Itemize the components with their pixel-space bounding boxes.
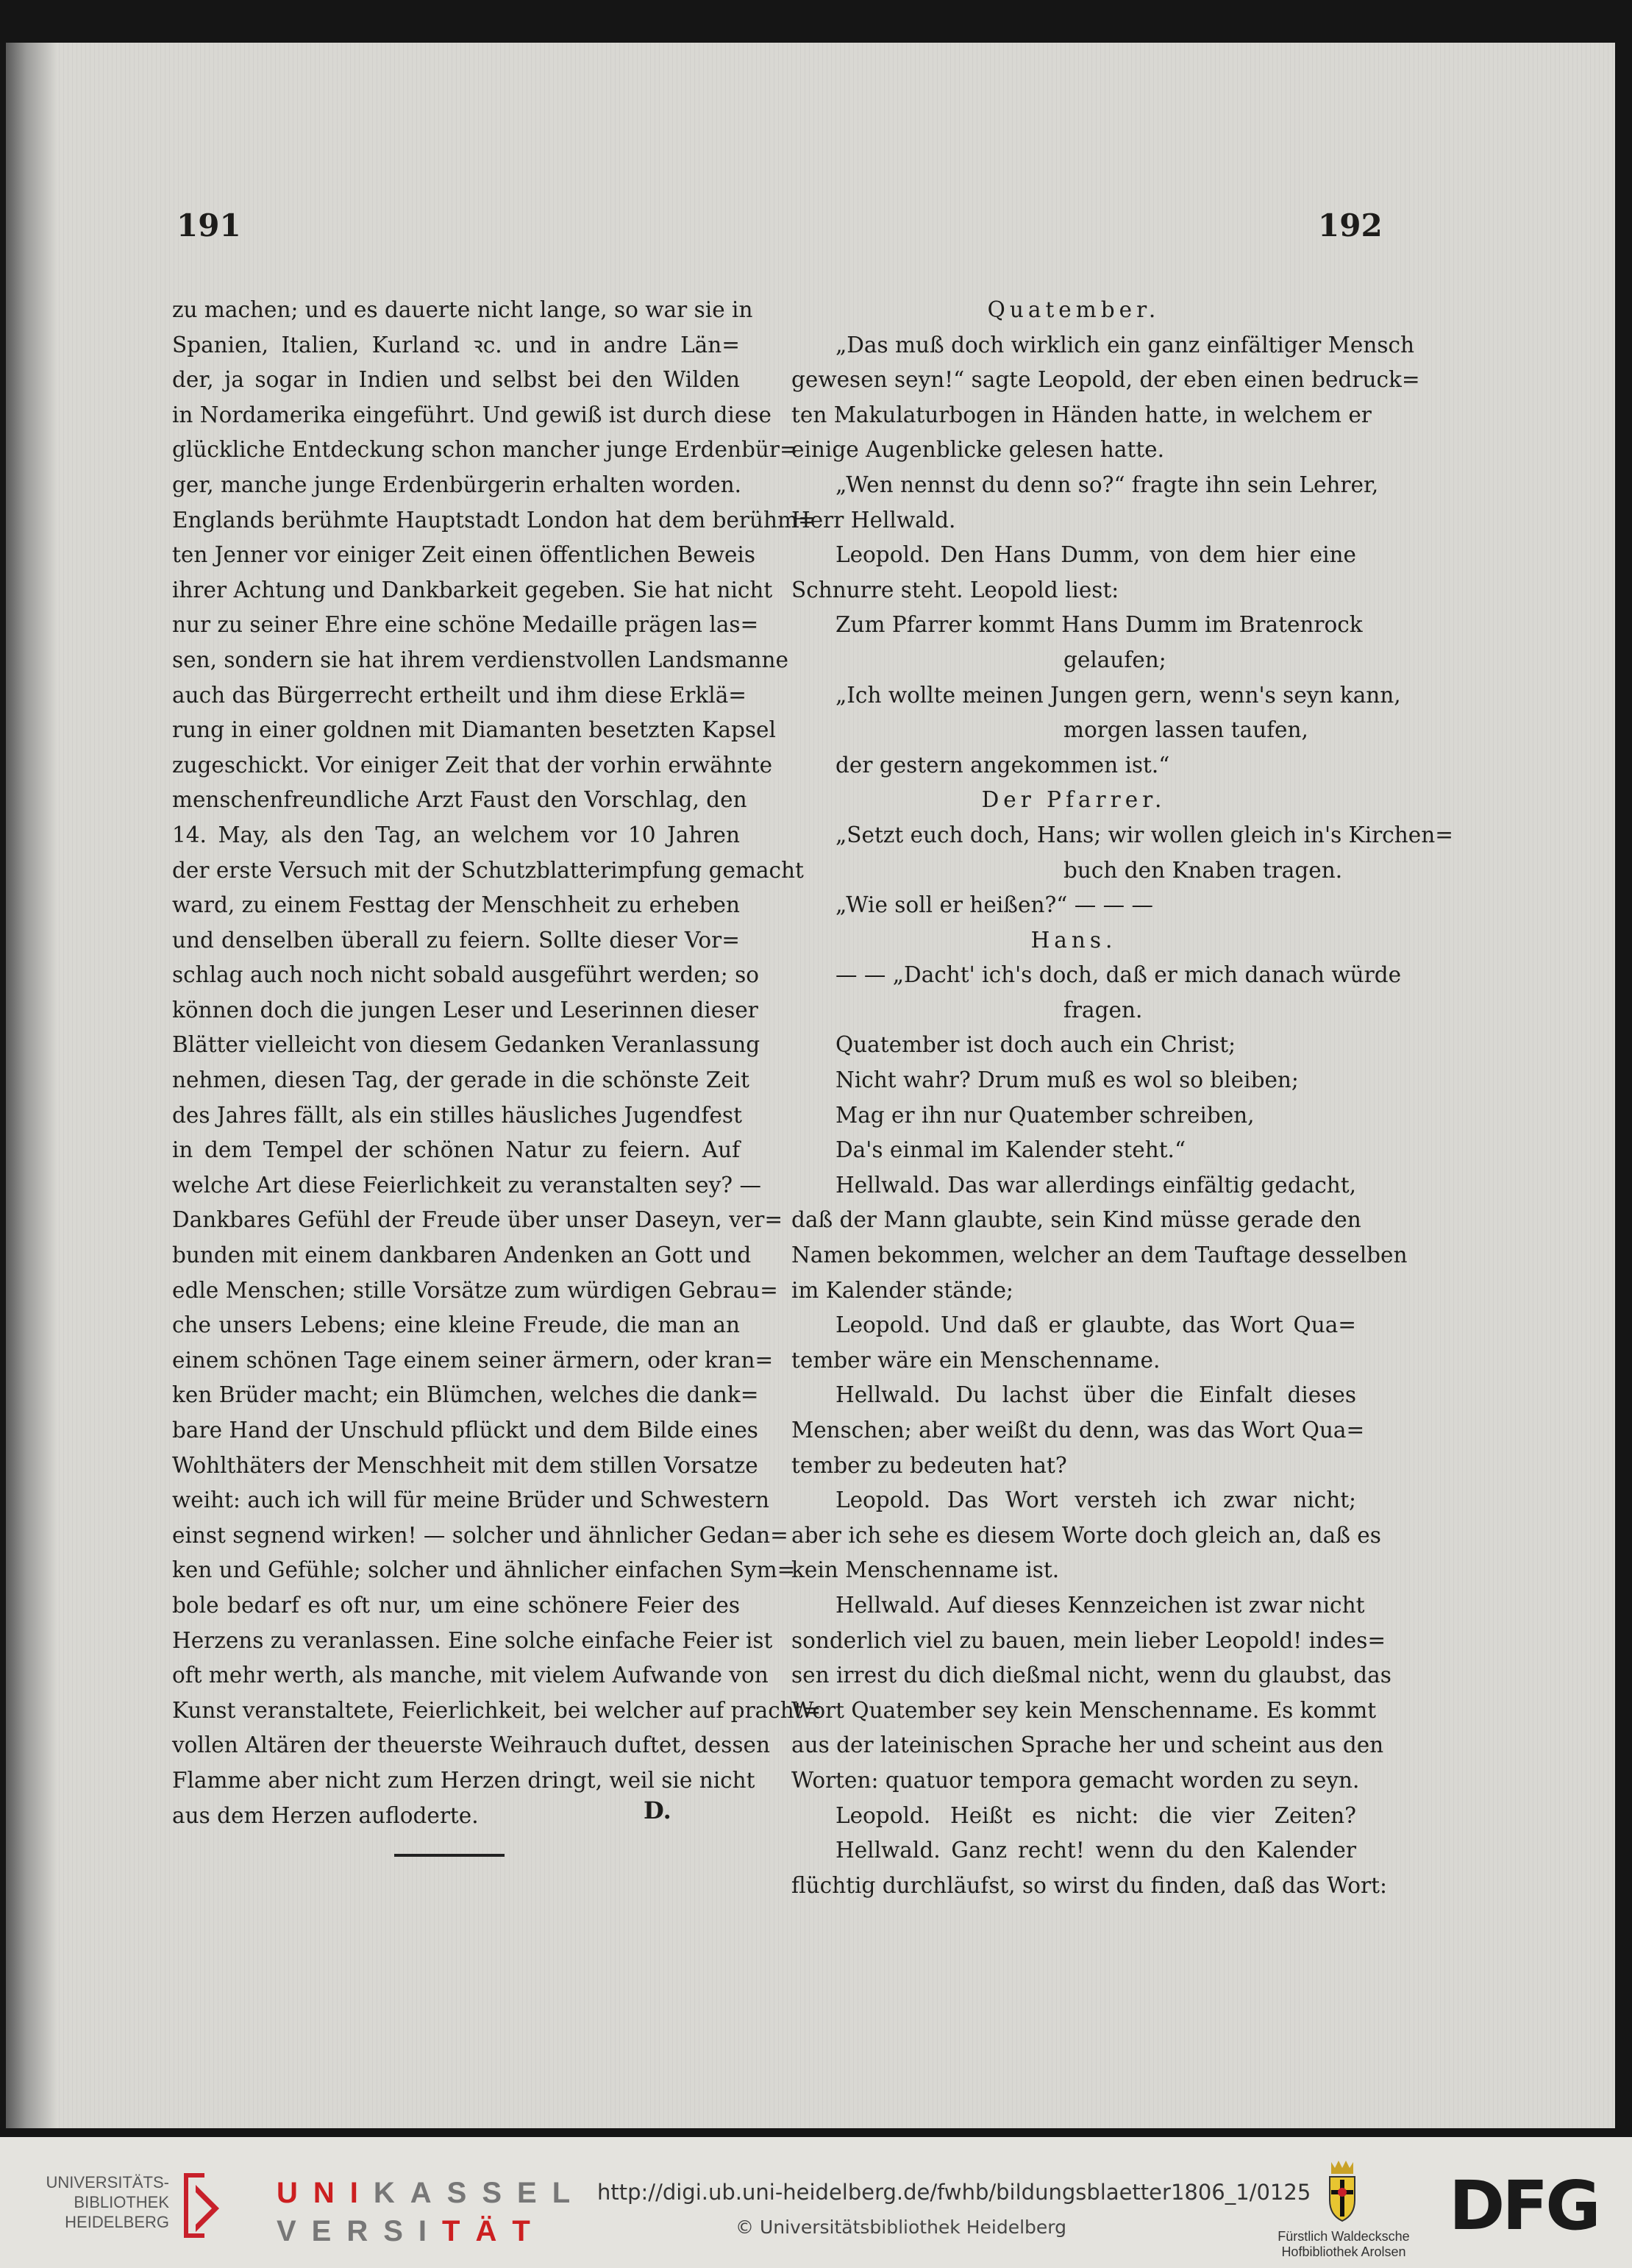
- text-line: Mag er ihn nur Quatember schreiben,: [835, 1102, 1255, 1128]
- waldeck-line: Hofbibliothek Arolsen: [1281, 2244, 1406, 2259]
- text-line: bole bedarf es oft nur, um eine schönere Feier des: [172, 1592, 740, 1618]
- text-line: können doch die jungen Leser und Leserinnen dieser: [172, 997, 758, 1023]
- text-line: schlag auch noch nicht sobald ausgeführt werden; so: [172, 962, 760, 988]
- text-line: in Nordamerika eingeführt. Und gewiß ist durch diese: [172, 402, 772, 427]
- text-line: „Ich wollte meinen Jungen gern, wenn's seyn kann,: [835, 682, 1401, 708]
- text-line: zu machen; und es dauerte nicht lange, so war sie in: [172, 297, 753, 322]
- text-line: einige Augenblicke gelesen hatte.: [791, 437, 1165, 463]
- page-number-right: 192: [1318, 207, 1383, 243]
- uk-logo-part: UNI: [277, 2177, 374, 2209]
- text-line: „Wen nennst du denn so?“ fragte ihn sein Lehrer,: [835, 472, 1379, 497]
- text-line: oft mehr werth, als manche, mit vielem Aufwande von: [172, 1663, 769, 1688]
- text-line: weiht: auch ich will für meine Brüder und Schwestern: [172, 1487, 770, 1513]
- text-line: buch den Knaben tragen.: [1063, 857, 1343, 883]
- text-line: einst segnend wirken! — solcher und ähnlicher Gedan=: [172, 1522, 788, 1548]
- text-line: daß der Mann glaubte, sein Kind müsse gerade den: [791, 1207, 1361, 1233]
- waldeck-library-label: [1255, 2229, 1432, 2260]
- text-line: 14. May, als den Tag, an welchem vor 10 Jahren: [172, 822, 740, 847]
- text-line: fragen.: [1063, 997, 1143, 1023]
- dfg-logo[interactable]: DFG: [1449, 2166, 1598, 2245]
- text-line: nehmen, diesen Tag, der gerade in die schönste Zeit: [172, 1067, 750, 1093]
- page-number-left: 191: [177, 207, 241, 243]
- text-line: Hans.: [1030, 927, 1117, 953]
- text-line: Schnurre steht. Leopold liest:: [791, 577, 1119, 602]
- text-line: auch das Bürgerrecht ertheilt und ihm diese Erklä=: [172, 682, 747, 708]
- text-line: der erste Versuch mit der Schutzblatterimpfung gemacht: [172, 857, 804, 883]
- text-line: Quatember ist doch auch ein Christ;: [835, 1032, 1236, 1058]
- text-line: kein Menschenname ist.: [791, 1557, 1060, 1583]
- text-line: flüchtig durchläufst, so wirst du finden, daß das Wort:: [791, 1872, 1387, 1898]
- text-line: Da's einmal im Kalender steht.“: [835, 1137, 1186, 1163]
- text-line: Dankbares Gefühl der Freude über unser Daseyn, ver=: [172, 1207, 783, 1233]
- text-line: Herzens zu veranlassen. Eine solche einfache Feier ist: [172, 1627, 773, 1653]
- text-line: glückliche Entdeckung schon mancher junge Erdenbür=: [172, 437, 798, 463]
- text-line: Leopold. Und daß er glaubte, das Wort Qua=: [835, 1312, 1356, 1338]
- ub-logo-line: BIBLIOTHEK: [74, 2193, 169, 2211]
- text-line: ten Jenner vor einiger Zeit einen öffentlichen Beweis: [172, 542, 755, 568]
- text-line: ken Brüder macht; ein Blümchen, welches die dank=: [172, 1382, 759, 1408]
- text-line: welche Art diese Feierlichkeit zu veranstalten sey? —: [172, 1172, 761, 1198]
- text-line: ken und Gefühle; solcher und ähnlicher einfachen Sym=: [172, 1557, 796, 1583]
- text-line: „Setzt euch doch, Hans; wir wollen gleich in's Kirchen=: [835, 822, 1453, 847]
- text-line: nur zu seiner Ehre eine schöne Medaille prägen las=: [172, 612, 759, 638]
- text-line: sen, sondern sie hat ihrem verdienstvollen Landsmanne: [172, 647, 788, 672]
- text-line: Herr Hellwald.: [791, 507, 956, 533]
- text-line: „Das muß doch wirklich ein ganz einfältiger Mensch: [835, 332, 1414, 358]
- left-text-column: [172, 293, 822, 1833]
- text-line: tember wäre ein Menschenname.: [791, 1347, 1161, 1373]
- text-line: sen irrest du dich dießmal nicht, wenn du glaubst, das: [791, 1663, 1392, 1688]
- text-line: des Jahres fällt, als ein stilles häusliches Jugendfest: [172, 1102, 742, 1128]
- text-line: einem schönen Tage einem seiner ärmern, oder kran=: [172, 1347, 774, 1373]
- text-line: gewesen seyn!“ sagte Leopold, der eben einen bedruck=: [791, 367, 1420, 393]
- text-line: Namen bekommen, welcher an dem Tauftage desselben: [791, 1243, 1408, 1268]
- text-line: Zum Pfarrer kommt Hans Dumm im Bratenrock: [835, 612, 1363, 638]
- text-line: vollen Altären der theuerste Weihrauch duftet, dessen: [172, 1732, 770, 1758]
- permalink-url[interactable]: http://digi.ub.uni-heidelberg.de/fwhb/bildungsblaetter1806_1/0125: [597, 2180, 1311, 2205]
- text-line: im Kalender stände;: [791, 1277, 1013, 1303]
- text-line: menschenfreundliche Arzt Faust den Vorschlag, den: [172, 787, 747, 813]
- text-line: Leopold. Den Hans Dumm, von dem hier eine: [835, 542, 1356, 568]
- closing-rule: [394, 1854, 505, 1857]
- text-line: Hellwald. Ganz recht! wenn du den Kalender: [835, 1838, 1356, 1863]
- uk-logo-part: TÄT: [442, 2215, 546, 2247]
- uk-logo-part: VERSI: [277, 2215, 443, 2247]
- copyright-notice: © Universitätsbibliothek Heidelberg: [735, 2217, 1067, 2238]
- text-line: gelaufen;: [1063, 647, 1166, 672]
- text-line: Wohlthäters der Menschheit mit dem stillen Vorsatze: [172, 1452, 758, 1478]
- text-line: Flamme aber nicht zum Herzen dringt, weil sie nicht: [172, 1767, 755, 1793]
- text-line: che unsers Lebens; eine kleine Freude, die man an: [172, 1312, 740, 1338]
- text-line: zugeschickt. Vor einiger Zeit that der vorhin erwähnte: [172, 752, 773, 778]
- text-line: Hellwald. Auf dieses Kennzeichen ist zwar nicht: [835, 1592, 1365, 1618]
- text-line: Blätter vielleicht von diesem Gedanken Veranlassung: [172, 1032, 760, 1058]
- text-line: Leopold. Heißt es nicht: die vier Zeiten?: [835, 1802, 1356, 1828]
- ub-logo-line: HEIDELBERG: [65, 2213, 169, 2231]
- text-line: Englands berühmte Hauptstadt London hat dem berühm=: [172, 507, 816, 533]
- text-line: Leopold. Das Wort versteh ich zwar nicht;: [835, 1487, 1356, 1513]
- text-line: der, ja sogar in Indien und selbst bei den Wilden: [172, 367, 740, 393]
- text-line: Spanien, Italien, Kurland ꝛc. und in andre Län=: [172, 332, 740, 358]
- text-line: aus dem Herzen aufloderte.: [172, 1802, 479, 1828]
- text-line: bare Hand der Unschuld pflückt und dem Bilde eines: [172, 1418, 758, 1443]
- ub-heidelberg-mark-icon: [179, 2170, 224, 2241]
- waldeck-crest-icon: [1324, 2159, 1361, 2222]
- text-line: und denselben überall zu feiern. Sollte dieser Vor=: [172, 927, 740, 953]
- text-line: aus der lateinischen Sprache her und scheint aus den: [791, 1732, 1384, 1758]
- text-line: Der Pfarrer.: [981, 787, 1166, 813]
- page-edge: [6, 43, 57, 2128]
- text-line: edle Menschen; stille Vorsätze zum würdigen Gebrau=: [172, 1277, 778, 1303]
- text-line: ihrer Achtung und Dankbarkeit gegeben. Sie hat nicht: [172, 577, 773, 602]
- text-line: ten Makulaturbogen in Händen hatte, in welchem er: [791, 402, 1372, 427]
- text-line: ward, zu einem Festtag der Menschheit zu erheben: [172, 892, 740, 918]
- text-line: Hellwald. Das war allerdings einfältig gedacht,: [835, 1172, 1356, 1198]
- text-line: in dem Tempel der schönen Natur zu feiern. Auf: [172, 1137, 740, 1163]
- text-line: aber ich sehe es diesem Worte doch gleich an, daß es: [791, 1522, 1381, 1548]
- text-line: sonderlich viel zu bauen, mein lieber Leopold! indes=: [791, 1627, 1386, 1653]
- text-line: Hellwald. Du lachst über die Einfalt dieses: [835, 1382, 1356, 1408]
- right-text-column: [791, 293, 1453, 1903]
- text-line: der gestern angekommen ist.“: [835, 752, 1170, 778]
- text-line: — — „Dacht' ich's doch, daß er mich danach würde: [835, 962, 1402, 988]
- viewer-footer: [0, 2137, 1632, 2268]
- text-line: morgen lassen taufen,: [1063, 717, 1308, 743]
- text-line: Nicht wahr? Drum muß es wol so bleiben;: [835, 1067, 1299, 1093]
- waldeck-line: Fürstlich Waldecksche: [1278, 2229, 1410, 2244]
- text-line: Menschen; aber weißt du denn, was das Wort Qua=: [791, 1418, 1365, 1443]
- ub-logo-line: UNIVERSITÄTS-: [46, 2173, 169, 2191]
- text-line: ger, manche junge Erdenbürgerin erhalten worden.: [172, 472, 742, 497]
- uk-logo-part: KASSEL: [373, 2177, 586, 2209]
- text-line: Wort Quatember sey kein Menschenname. Es kommt: [791, 1697, 1377, 1723]
- text-line: Worten: quatuor tempora gemacht worden zu seyn.: [791, 1767, 1360, 1793]
- text-line: „Wie soll er heißen?“ — — —: [835, 892, 1153, 918]
- article-title: Quatember.: [987, 297, 1161, 322]
- ub-heidelberg-logo[interactable]: [29, 2172, 169, 2232]
- text-line: Kunst veranstaltete, Feierlichkeit, bei welcher auf pracht=: [172, 1697, 822, 1723]
- text-line: tember zu bedeuten hat?: [791, 1452, 1067, 1478]
- author-signature: D.: [644, 1796, 671, 1824]
- text-line: bunden mit einem dankbaren Andenken an Gott und: [172, 1243, 752, 1268]
- uni-kassel-logo[interactable]: [277, 2174, 585, 2250]
- text-line: rung in einer goldnen mit Diamanten besetzten Kapsel: [172, 717, 776, 743]
